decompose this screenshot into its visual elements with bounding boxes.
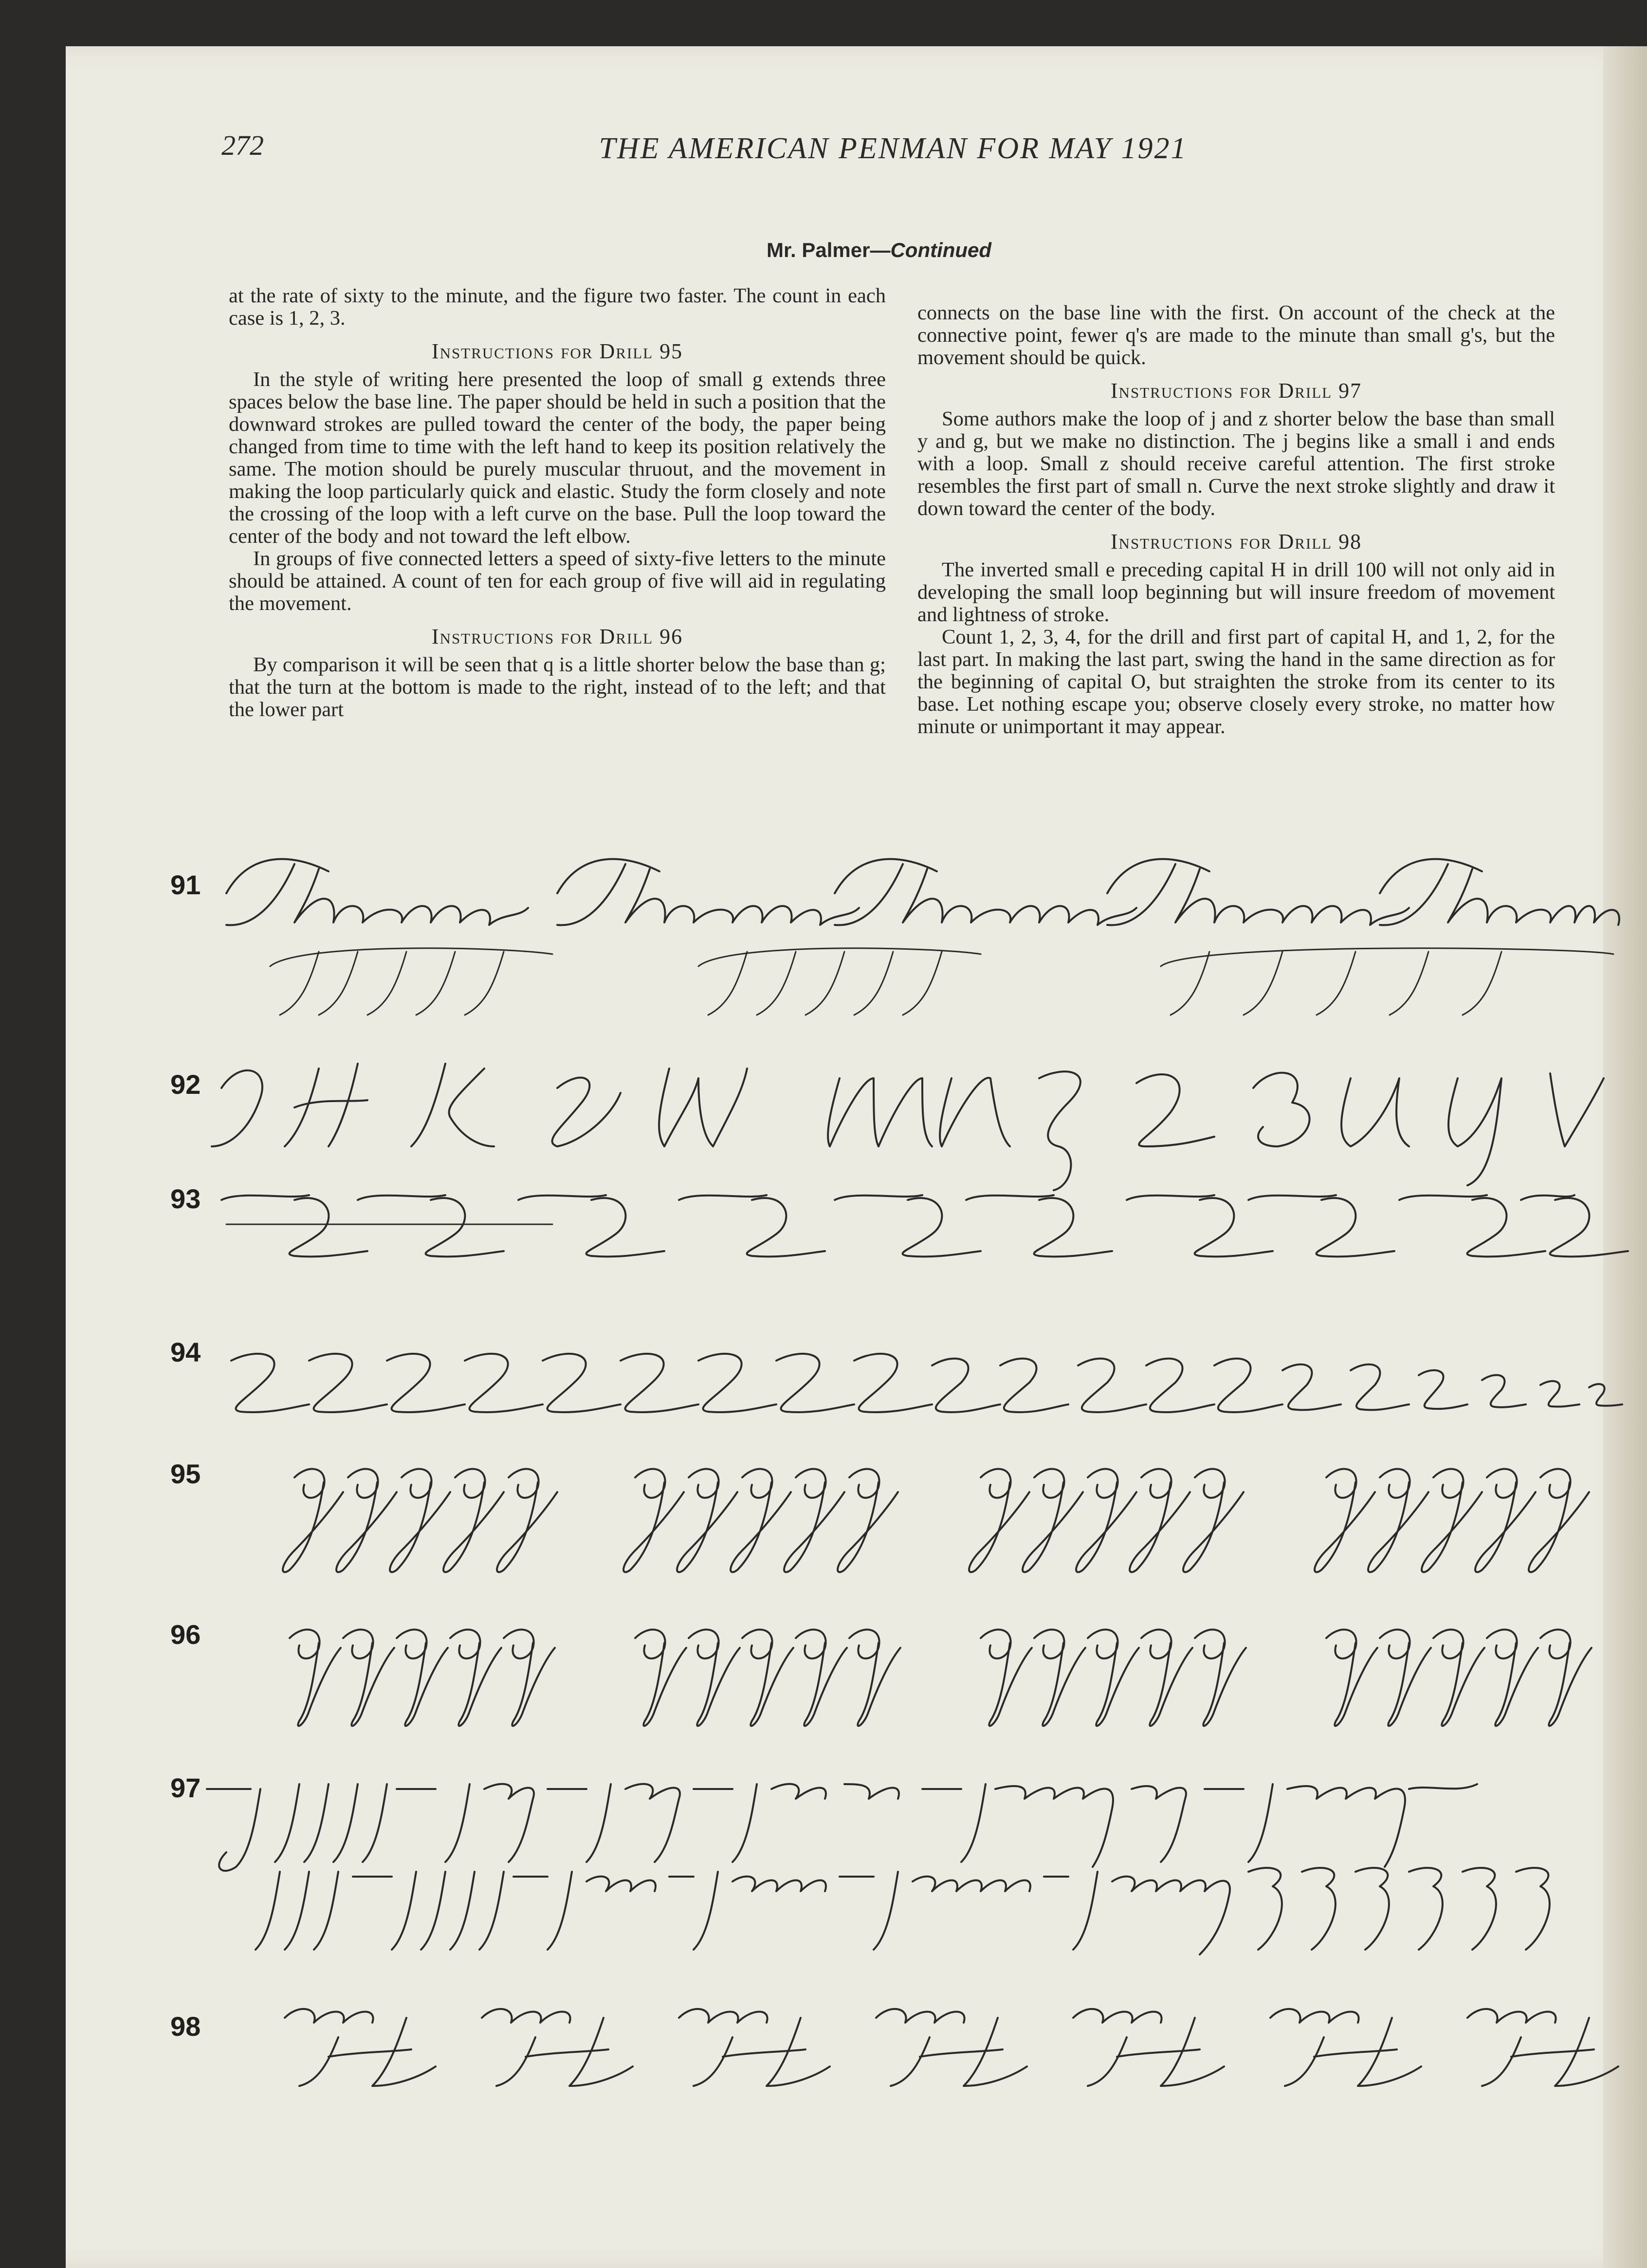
drill-number: 93 bbox=[170, 1183, 201, 1214]
byline-name: Mr. Palmer— bbox=[767, 239, 891, 261]
page bbox=[66, 46, 1647, 2268]
byline-continued: Continued bbox=[890, 239, 992, 261]
drill-number: 94 bbox=[170, 1337, 201, 1367]
drill-number: 95 bbox=[170, 1458, 201, 1489]
drill-number: 91 bbox=[170, 869, 201, 900]
drill-number: 92 bbox=[170, 1069, 201, 1100]
right-column bbox=[917, 302, 1555, 738]
drill-94 bbox=[66, 1322, 1647, 1434]
drill-93-script bbox=[66, 1171, 1647, 1292]
drill-93 bbox=[66, 1171, 1647, 1292]
drill-94-script bbox=[66, 1322, 1647, 1434]
drill-97 bbox=[66, 1755, 1647, 1979]
paragraph: connects on the base line with the first. On account of the check at the connective point, fewer q's are made to the minute than small g's, but the movement should be quick. bbox=[917, 301, 1555, 369]
section-heading: Instructions for Drill 98 bbox=[1110, 530, 1362, 553]
drill-number: 98 bbox=[170, 2011, 201, 2042]
drill-96-script bbox=[66, 1599, 1647, 1745]
drill-97-script bbox=[66, 1755, 1647, 1979]
drill-96 bbox=[66, 1599, 1647, 1745]
paragraph: Some authors make the loop of j and z shorter below the base than small y and g, but we make no distinction. The j begins like a small i and ends with a loop. Small z should receive careful attention. The first stroke resembles the first part of small n. Curve the next stroke slightly and draw it down toward the center of the body. bbox=[917, 407, 1555, 520]
drill-number: 97 bbox=[170, 1772, 201, 1803]
paragraph: In the style of writing here presented the loop of small g extends three spaces below the base line. The paper should be held in such a position that the downward strokes are pulled toward the center of the body, the paper being changed from time to time with the left hand to keep its position relatively the same. The motion should be purely muscular thruout, and the movement in making the loop particularly quick and elastic. Study the form closely and note the crossing of the loop with a left curve on the base. Pull the loop toward the center of the body and not toward the left elbow. bbox=[229, 368, 886, 548]
byline bbox=[767, 239, 991, 262]
drill-95 bbox=[66, 1438, 1647, 1585]
drill-98 bbox=[66, 1989, 1647, 2110]
running-head: THE AMERICAN PENMAN FOR MAY 1921 bbox=[599, 132, 1188, 165]
drill-number: 96 bbox=[170, 1619, 201, 1650]
drill-92-script bbox=[66, 1049, 1647, 1185]
drill-92 bbox=[66, 1049, 1647, 1185]
drill-91-script bbox=[66, 835, 1647, 1039]
left-column bbox=[229, 285, 886, 721]
section-heading: Instructions for Drill 95 bbox=[431, 339, 683, 363]
drill-95-script bbox=[66, 1438, 1647, 1585]
section-heading: Instructions for Drill 96 bbox=[431, 625, 683, 648]
paragraph: The inverted small e preceding capital H in drill 100 will not only aid in developing the small loop beginning but will insure freedom of movement and lightness of stroke. bbox=[917, 558, 1555, 626]
page-number: 272 bbox=[221, 129, 264, 161]
drill-91 bbox=[66, 835, 1647, 1039]
paragraph: In groups of five connected letters a speed of sixty-five letters to the minute should be attained. A count of ten for each group of five will aid in regulating the movement. bbox=[229, 547, 886, 615]
paragraph: By comparison it will be seen that q is a little shorter below the base than g; that the turn at the bottom is made to the right, instead of to the left; and that the lower part bbox=[229, 653, 886, 721]
paragraph: Count 1, 2, 3, 4, for the drill and first part of capital H, and 1, 2, for the last part. In making the last part, swing the hand in the same direction as for the beginning of capital O, but straighten the stroke from its center to its base. Let nothing escape you; observe closely every stroke, no matter how minute or unimportant it may appear. bbox=[917, 626, 1555, 738]
section-heading: Instructions for Drill 97 bbox=[1110, 379, 1362, 403]
drill-98-script bbox=[66, 1989, 1647, 2110]
paragraph: at the rate of sixty to the minute, and the figure two faster. The count in each case is 1, 2, 3. bbox=[229, 284, 886, 330]
